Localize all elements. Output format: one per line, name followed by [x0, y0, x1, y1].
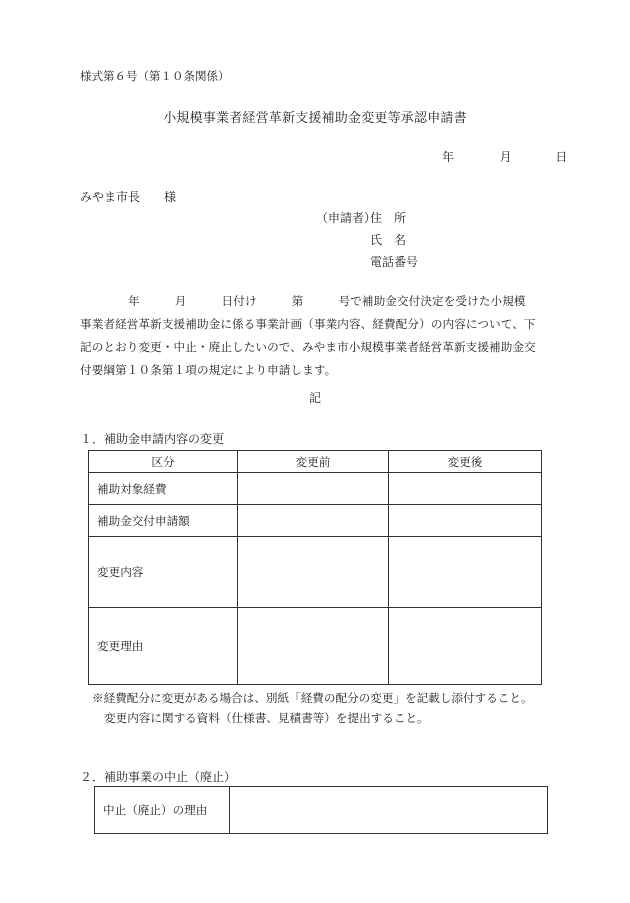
change-table	[88, 450, 542, 685]
document-title: 小規模事業者経営革新支援補助金変更等承認申請書	[163, 111, 467, 126]
body-paragraph	[80, 290, 552, 382]
after-cell[interactable]	[389, 537, 542, 608]
date-year: 年	[442, 150, 455, 164]
before-cell[interactable]	[238, 473, 389, 505]
body-line: 付要綱第１０条第１項の規定により申請します。	[80, 363, 337, 377]
row-label: 変更内容	[89, 537, 238, 608]
section1-heading: １．補助金申請内容の変更	[80, 432, 225, 446]
section2-heading: ２．補助事業の中止（廃止）	[80, 770, 237, 784]
body-line: 年 月 日付け 第 号で補助金交付決定を受けた小規模	[128, 294, 526, 308]
table-row	[89, 473, 542, 505]
date-line	[442, 148, 567, 165]
before-cell[interactable]	[238, 505, 389, 537]
table-row	[89, 608, 542, 685]
row-label: 中止（廃止）の理由	[95, 787, 230, 834]
cancellation-table	[94, 786, 548, 834]
before-cell[interactable]	[238, 537, 389, 608]
notes	[92, 688, 533, 728]
body-line: 記のとおり変更・中止・廃止したいので、みやま市小規模事業者経営革新支援補助金交	[80, 340, 536, 354]
column-header: 区分	[89, 451, 238, 473]
before-cell[interactable]	[238, 608, 389, 685]
row-label: 補助金交付申請額	[89, 505, 238, 537]
table-header-row	[89, 451, 542, 473]
applicant-name-label: 氏 名	[370, 233, 407, 247]
reason-cell[interactable]	[230, 787, 548, 834]
date-month: 月	[499, 150, 512, 164]
table-row	[89, 537, 542, 608]
table-row	[95, 787, 548, 834]
body-line: 事業者経営革新支援補助金に係る事業計画（事業内容、経費配分）の内容について、下	[80, 317, 536, 331]
column-header: 変更前	[238, 451, 389, 473]
applicant-phone-label: 電話番号	[370, 255, 419, 269]
addressee: みやま市長 様	[80, 190, 177, 204]
note-line: 変更内容に関する資料（仕様書、見積書等）を提出すること。	[104, 711, 429, 725]
ki-heading: 記	[308, 391, 321, 405]
column-header: 変更後	[389, 451, 542, 473]
after-cell[interactable]	[389, 608, 542, 685]
after-cell[interactable]	[389, 505, 542, 537]
form-number: 様式第６号（第１０条関係）	[80, 69, 230, 83]
applicant-address-label: 住 所	[370, 211, 407, 225]
note-line: ※経費配分に変更がある場合は、別紙「経費の配分の変更」を記載し添付すること。	[92, 691, 533, 705]
date-day: 日	[555, 150, 568, 164]
table-row	[89, 505, 542, 537]
after-cell[interactable]	[389, 473, 542, 505]
row-label: 変更理由	[89, 608, 238, 685]
applicant-label: （申請者）	[316, 211, 377, 225]
row-label: 補助対象経費	[89, 473, 238, 505]
